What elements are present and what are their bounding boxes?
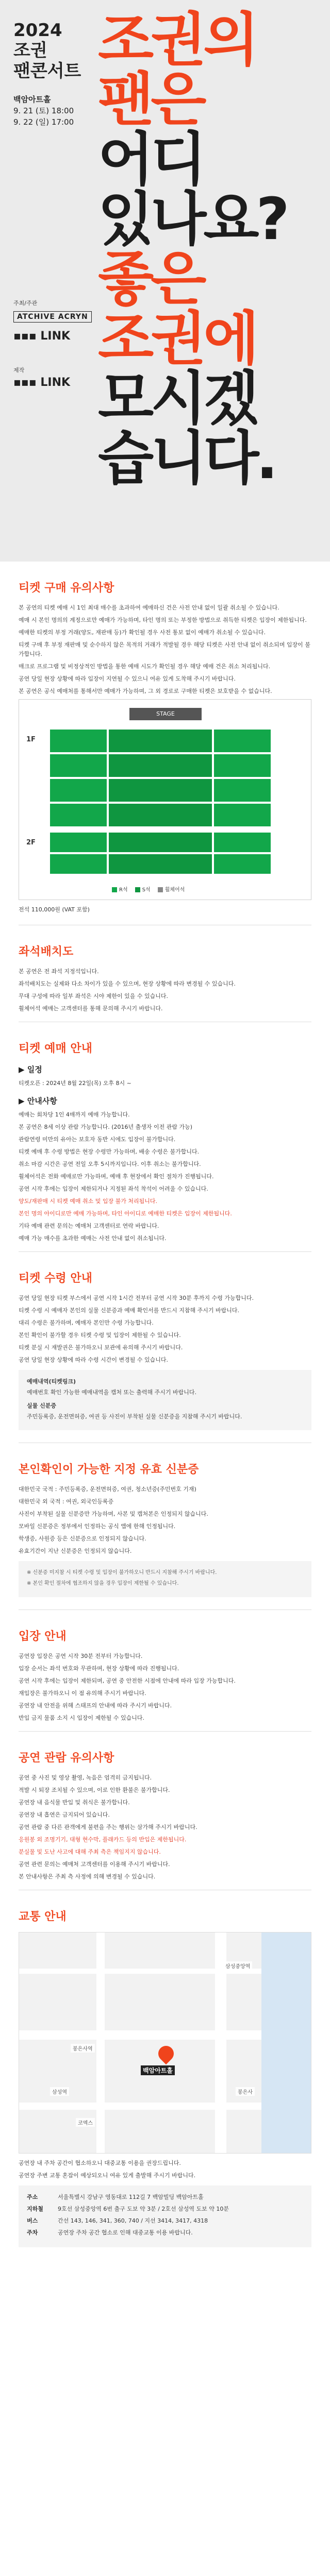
booking-guide-text: 기타 예매 관련 문의는 예매처 고객센터로 연락 바랍니다. [19, 1223, 159, 1229]
entry-title: 입장 안내 [19, 1630, 67, 1643]
parking-row [27, 2228, 303, 2238]
schedule-subtitle: ▶ 일정 [19, 1065, 42, 1074]
headline-line-4: 있나요? [98, 186, 287, 253]
pickup-text: 공연 당일 현장 티켓 부스에서 공연 시작 1시간 전부터 공연 시작 30분 후까지 수령 가능합니다. [19, 1295, 254, 1301]
valid-id-text: 대한민국 외 국적 : 여권, 외국인등록증 [19, 1498, 114, 1505]
seat-block[interactable] [50, 854, 107, 874]
footer-spacer [0, 2260, 330, 2280]
legend-item [158, 885, 185, 893]
headline-line-5: 좋은 [98, 246, 204, 313]
entry-text: 재입장은 불가하오니 이 점 유의해 주시기 바랍니다. [19, 1690, 146, 1697]
transport-text: 공연장 내 주차 공간이 협소하오니 대중교통 이용을 권장드립니다. [19, 2160, 181, 2166]
seat-layout-text: 무대 구성에 따라 일부 좌석은 시야 제한이 있을 수 있습니다. [19, 993, 168, 999]
booking-guide-text: 관람연령 미만의 유아는 보호자 동반 시에도 입장이 불가합니다. [19, 1136, 176, 1143]
floor-1-seats [50, 730, 271, 826]
purchase-notice-title: 티켓 구매 유의사항 [19, 582, 114, 595]
legend-item [112, 885, 128, 893]
pickup-text: 티켓 분실 시 재발권은 불가하오니 보관에 유의해 주시기 바랍니다. [19, 1344, 183, 1351]
valid-id-title: 본인확인이 가능한 지정 유효 신분증 [19, 1463, 199, 1476]
legend-label: 휠체어석 [164, 887, 185, 893]
booking-guide-text: 공연 시작 후에는 입장이 제한되거나 지정된 좌석 착석이 어려울 수 있습니다. [19, 1185, 208, 1192]
seat-layout-section [0, 925, 330, 1022]
headline-line-2: 팬은 [98, 66, 204, 133]
address-row [27, 2193, 303, 2202]
hosted-label: 주최/주관 [13, 300, 38, 307]
booking-guide-text: 티켓 예매 후 수령 방법은 현장 수령만 가능하며, 배송 수령은 불가합니다. [19, 1148, 200, 1155]
hero-year: 2024 [13, 20, 62, 41]
entry-text: 공연장 입장은 공연 시작 30분 전부터 가능합니다. [19, 1653, 143, 1659]
requirement-text: 예매번호 확인 가능한 예매내역을 캡처 또는 출력해 주시기 바랍니다. [27, 1389, 196, 1396]
subway-row [27, 2205, 303, 2214]
floor-2-seats [50, 833, 271, 874]
bus-key: 버스 [27, 2217, 38, 2224]
seat-layout-title: 좌석배치도 [19, 945, 74, 958]
seat-layout-text: 본 공연은 전 좌석 지정석입니다. [19, 968, 99, 975]
seat-block[interactable] [214, 754, 271, 777]
subway-value: 9호선 삼성중앙역 6번 출구 도보 약 3분 / 2호선 삼성역 도보 약 10분 [58, 2206, 229, 2212]
hero-poster [0, 0, 330, 562]
entry-section [0, 1610, 330, 1731]
seat-block[interactable] [214, 833, 271, 852]
legend-swatch [112, 887, 117, 892]
requirement-text: 주민등록증, 운전면허증, 여권 등 사진이 부착된 실물 신분증을 지참해 주시기 바랍니다. [27, 1413, 242, 1420]
seat-block[interactable] [109, 730, 212, 752]
hero-info [13, 21, 91, 128]
seat-block[interactable] [50, 804, 107, 826]
map-river [261, 1933, 311, 2154]
seat-block[interactable] [214, 854, 271, 874]
legend-label: R석 [119, 887, 128, 893]
hero-date-2: 9. 22 (일) 17:00 [13, 117, 74, 127]
producer-logo: ▪▪▪ LINK [13, 376, 71, 389]
organizer-logo: ATCHIVE ACRYN [13, 311, 92, 323]
entry-text: 입장 순서는 좌석 번호와 무관하며, 현장 상황에 따라 진행됩니다. [19, 1665, 179, 1672]
entry-text: 공연 시작 후에는 입장이 제한되며, 공연 중 안전한 시점에 안내에 따라 입장 가능합니다. [19, 1677, 236, 1684]
seat-layout-text: 좌석배치도는 실제와 다소 차이가 있을 수 있으며, 현장 상황에 따라 변경될 수 있습니다. [19, 980, 236, 987]
pickup-text: 공연 당일 현장 상황에 따라 수령 시간이 변경될 수 있습니다. [19, 1357, 168, 1363]
bus-value: 간선 143, 146, 341, 360, 740 / 지선 3414, 3417, 4318 [58, 2217, 208, 2224]
headline-line-7: 모시겠 [98, 365, 256, 432]
purchase-notice-text: 공연 당일 현장 상황에 따라 입장이 지연될 수 있으니 여유 있게 도착해 주시기 바랍니다. [19, 675, 236, 682]
purchase-notice-text: 본 공연은 공식 예매처를 통해서만 예매가 가능하며, 그 외 경로로 구매한 티켓은 보호받을 수 없습니다. [19, 688, 272, 694]
entry-text: 반입 금지 물품 소지 시 입장이 제한될 수 있습니다. [19, 1715, 144, 1721]
seat-block[interactable] [50, 779, 107, 802]
booking-guide-text: 휠체어석은 전화 예매로만 가능하며, 예매 후 현장에서 확인 절차가 진행됩니다. [19, 1173, 214, 1180]
map-place-label: 봉은사역 [71, 2044, 95, 2053]
seat-block[interactable] [50, 730, 107, 752]
parking-key: 주차 [27, 2229, 38, 2236]
guide-subtitle: ▶ 안내사항 [19, 1096, 57, 1106]
transport-section [0, 1890, 330, 2260]
subway-key: 지하철 [27, 2206, 43, 2212]
floor-2-label: 2F [26, 839, 36, 846]
purchase-notice-text: 티켓 구매 후 부정 재판매 및 순수하지 않은 목적의 거래가 적발될 경우 해당 티켓은 사전 안내 없이 취소되며 입장이 불가합니다. [19, 641, 310, 657]
valid-id-notes [19, 1561, 311, 1597]
map-road [96, 1933, 105, 2154]
booking-guide-text: 취소 마감 시간은 공연 전일 오후 5시까지입니다. 이후 취소는 불가합니다. [19, 1161, 201, 1167]
seat-block[interactable] [109, 779, 212, 802]
booking-guide-text: 예매는 회차당 1인 4매까지 예매 가능합니다. [19, 1111, 130, 1118]
map-place-label: 삼성중앙역 [223, 1961, 252, 1970]
purchase-notice-text: 예매한 티켓의 부정 거래(양도, 재판매 등)가 확인될 경우 사전 통보 없이 예매가 취소될 수 있습니다. [19, 629, 266, 636]
map-place-label: 코엑스 [76, 2118, 95, 2127]
pickup-requirements-box [19, 1370, 311, 1430]
hero-event-line1: 조권 [13, 40, 47, 61]
hero-headline [98, 7, 325, 492]
seat-block[interactable] [214, 804, 271, 826]
seat-block[interactable] [50, 833, 107, 852]
floor-1-label: 1F [26, 736, 36, 743]
ticket-booking-title: 티켓 예매 안내 [19, 1042, 92, 1055]
legend-swatch [158, 887, 163, 892]
rules-text: 공연 중 사진 및 영상 촬영, 녹음은 엄격히 금지됩니다. [19, 1774, 152, 1781]
headline-line-1: 조권의 [98, 7, 256, 74]
seat-layout-text: 휠체어석 예매는 고객센터를 통해 문의해 주시기 바랍니다. [19, 1005, 163, 1012]
purchase-notice-text: 본 공연의 티켓 예매 시 1인 최대 매수를 초과하여 예매하신 건은 사전 안내 없이 일괄 취소될 수 있습니다. [19, 604, 279, 611]
headline-line-8: 습니다. [98, 425, 275, 492]
legend-item [135, 885, 151, 893]
pickup-text: 티켓 수령 시 예매자 본인의 실물 신분증과 예매 확인서를 반드시 지참해 주시기 바랍니다. [19, 1307, 239, 1314]
transport-details [19, 2185, 311, 2247]
rules-section [0, 1732, 330, 1890]
requirement-title: 실물 신분증 [27, 1402, 56, 1409]
transport-text: 공연장 주변 교통 혼잡이 예상되오니 여유 있게 출발해 주시기 바랍니다. [19, 2172, 196, 2179]
valid-id-note: ※ 신분증 미지참 시 티켓 수령 및 입장이 불가하오니 반드시 지참해 주시기 바랍니다. [27, 1570, 217, 1575]
rules-text: 적발 시 퇴장 조치될 수 있으며, 이로 인한 환불은 불가합니다. [19, 1787, 170, 1793]
headline-line-6: 조권에 [98, 306, 256, 372]
address-key: 주소 [27, 2194, 38, 2200]
purchase-notice-text: 예매 시 본인 명의의 계정으로만 예매가 가능하며, 타인 명의 또는 부정한 방법으로 취득한 티켓은 입장이 제한됩니다. [19, 617, 307, 623]
rules-text: 공연장 내 흡연은 금지되어 있습니다. [19, 1811, 110, 1818]
entry-text: 공연장 내 안전을 위해 스태프의 안내에 따라 주시기 바랍니다. [19, 1702, 172, 1709]
venue-map-label: 백암아트홀 [141, 2065, 175, 2075]
valid-id-text: 유효기간이 지난 신분증은 인정되지 않습니다. [19, 1548, 132, 1554]
booking-guide-text: 예매 가능 매수를 초과한 예매는 사전 안내 없이 취소됩니다. [19, 1235, 167, 1242]
valid-id-text: 학생증, 사원증 등은 신분증으로 인정되지 않습니다. [19, 1535, 146, 1542]
map-place-label: 봉은사 [236, 2087, 255, 2096]
hero-venue: 백암아트홀 [13, 95, 51, 104]
legend-swatch [135, 887, 140, 892]
seat-block[interactable] [214, 779, 271, 802]
valid-id-note: ※ 본인 확인 절차에 협조하지 않을 경우 입장이 제한될 수 있습니다. [27, 1581, 179, 1586]
stage-label: STAGE [129, 708, 202, 720]
valid-id-text: 대한민국 국적 : 주민등록증, 운전면허증, 여권, 청소년증(주민번호 기재) [19, 1486, 196, 1493]
rules-title: 공연 관람 유의사항 [19, 1752, 114, 1765]
parking-value: 공연장 주차 공간 협소로 인해 대중교통 이용 바랍니다. [58, 2229, 193, 2236]
seat-legend [112, 885, 185, 893]
hero-event-line2: 팬콘서트 [13, 61, 81, 81]
seat-map [19, 699, 311, 900]
rules-warning: 분실물 및 도난 사고에 대해 주최 측은 책임지지 않습니다. [19, 1849, 161, 1855]
seat-block[interactable] [214, 730, 271, 752]
seat-block[interactable] [109, 804, 212, 826]
purchase-notice-text: 매크로 프로그램 및 비정상적인 방법을 통한 예매 시도가 확인될 경우 해당 예매 건은 취소 처리됩니다. [19, 663, 271, 670]
pickup-text: 본인 확인이 불가할 경우 티켓 수령 및 입장이 제한될 수 있습니다. [19, 1332, 181, 1338]
transport-title: 교통 안내 [19, 1910, 67, 1923]
booking-warning-text: 본인 명의 아이디로만 예매 가능하며, 타인 아이디로 예매한 티켓은 입장이 제한됩니다. [19, 1210, 232, 1217]
rules-text: 본 안내사항은 주최 측 사정에 의해 변경될 수 있습니다. [19, 1873, 156, 1880]
valid-id-text: 사진이 부착된 실물 신분증만 가능하며, 사본 및 캡처본은 인정되지 않습니다. [19, 1511, 208, 1517]
booking-guide-text: 본 공연은 8세 이상 관람 가능합니다. (2016년 출생자 이전 관람 가능) [19, 1124, 193, 1130]
bus-row [27, 2216, 303, 2226]
price-text: 전석 110,000원 (VAT 포함) [19, 906, 90, 913]
map-place-label: 삼성역 [50, 2087, 69, 2096]
producer-label: 제작 [13, 367, 25, 374]
link-logo: ▪▪▪ LINK [13, 330, 71, 343]
ticket-pickup-title: 티켓 수령 안내 [19, 1272, 92, 1285]
legend-label: S석 [142, 887, 151, 893]
ticket-booking-section [0, 1022, 330, 1251]
seat-block[interactable] [50, 754, 107, 777]
ticket-pickup-section [0, 1252, 330, 1443]
hero-date-1: 9. 21 (토) 18:00 [13, 106, 74, 115]
ticket-open-date: 티켓오픈 : 2024년 8월 22일(목) 오후 8시 ~ [19, 1080, 131, 1087]
venue-map[interactable] [19, 1932, 311, 2154]
pickup-text: 대리 수령은 불가하며, 예매자 본인만 수령 가능합니다. [19, 1319, 154, 1326]
seat-block[interactable] [109, 754, 212, 777]
booking-warning-text: 양도/재판매 시 티켓 예매 취소 및 입장 불가 처리됩니다. [19, 1198, 157, 1205]
seat-block[interactable] [109, 833, 212, 852]
venue-pin-icon [155, 2043, 177, 2064]
headline-line-3: 어디 [98, 126, 204, 193]
seat-block[interactable] [109, 854, 212, 874]
rules-text: 공연장 내 음식물 반입 및 취식은 불가합니다. [19, 1799, 130, 1806]
valid-id-text: 모바일 신분증은 정부에서 인정하는 공식 앱에 한해 인정됩니다. [19, 1523, 176, 1530]
rules-text: 공연 관련 문의는 예매처 고객센터를 이용해 주시기 바랍니다. [19, 1861, 170, 1868]
requirement-title: 예매내역(티켓링크) [27, 1378, 76, 1385]
purchase-notice-section [0, 562, 330, 925]
valid-id-section [0, 1443, 330, 1609]
rules-text: 공연 관람 중 다른 관객에게 불편을 주는 행위는 삼가해 주시기 바랍니다. [19, 1824, 197, 1831]
address-value: 서울특별시 강남구 영동대로 112길 7 백암빌딩 백암아트홀 [58, 2194, 204, 2200]
rules-warning: 응원봉 외 조명기기, 대형 현수막, 플래카드 등의 반입은 제한됩니다. [19, 1836, 187, 1843]
